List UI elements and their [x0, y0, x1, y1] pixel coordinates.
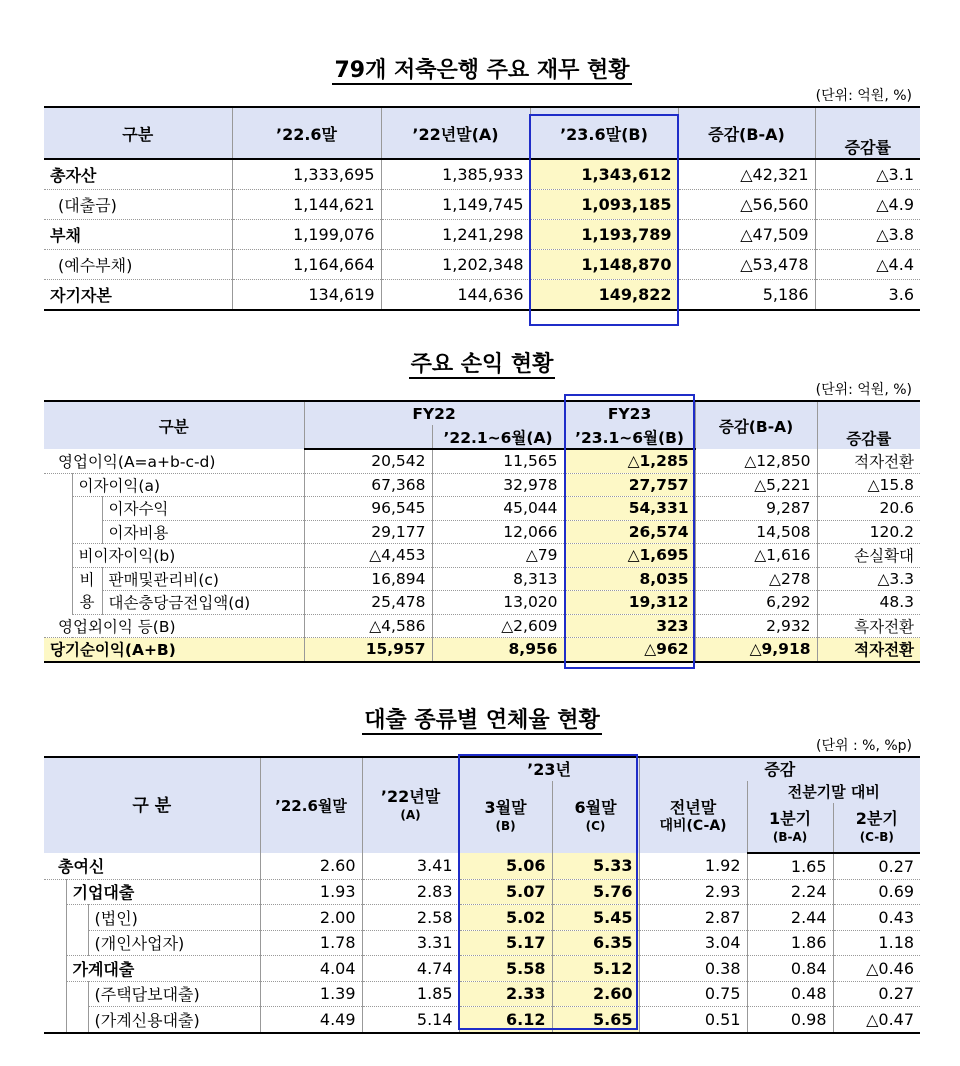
table-row: 부채 1,199,076 1,241,298 1,193,789 △47,509 △3.8 — [44, 220, 920, 250]
header-change: 증감(B-A) — [695, 401, 817, 449]
table1-title: 79개 저축은행 주요 재무 현황 — [334, 58, 630, 83]
header-vs-prev-year: 전년말 대비(C-A) — [639, 781, 747, 853]
header-category: 구분 — [44, 107, 232, 159]
financial-status-section — [44, 56, 920, 311]
table-row: 영업이익(A=a+b-c-d) 20,542 11,565 △1,285 △12,850 적자전환 — [44, 449, 920, 473]
cost-side-label: 비용 — [72, 567, 102, 614]
header-category: 구분 — [44, 401, 304, 449]
table-row: 대손충당금전입액(d) 25,478 13,020 19,312 6,292 48.3 — [44, 591, 920, 615]
table-row: 이자이익(a) 67,368 32,978 27,757 △5,221 △15.8 — [44, 473, 920, 497]
header-q1: 1분기 (B-A) — [747, 803, 833, 853]
table-row: 비용 판매및관리비(c) 16,894 8,313 8,035 △278 △3.3 — [44, 567, 920, 591]
table-row: 총여신 2.60 3.41 5.06 5.33 1.92 1.65 0.27 — [44, 853, 920, 879]
table-row: (예수부채) 1,164,664 1,202,348 1,148,870 △53,478 △4.4 — [44, 250, 920, 280]
table-row: (개인사업자) 1.78 3.31 5.17 6.35 3.04 1.86 1.18 — [44, 930, 920, 956]
table-row: 이자비용 29,177 12,066 26,574 14,508 120.2 — [44, 520, 920, 544]
table-row: 가계대출 4.04 4.74 5.58 5.12 0.38 0.84 △0.46 — [44, 956, 920, 982]
table-row: 당기순이익(A+B) 15,957 8,956 △962 △9,918 적자전환 — [44, 638, 920, 662]
header-vs-prev-quarter: 전분기말 대비 — [747, 781, 920, 803]
table-row: 이자수익 96,545 45,044 54,331 9,287 20.6 — [44, 497, 920, 521]
header-23-h1: ’23.1~6월(B) — [564, 425, 695, 449]
table-row: (주택담보대출) 1.39 1.85 2.33 2.60 0.75 0.48 0.27 — [44, 981, 920, 1007]
table2-unit: (단위: 억원, %) — [815, 382, 912, 398]
header-jun: 6월말 (C) — [552, 781, 639, 853]
table-row: 비이자이익(b) △4,453 △79 △1,695 △1,616 손실확대 — [44, 544, 920, 568]
header-change: 증감 — [639, 757, 920, 781]
table-row: (법인) 2.00 2.58 5.02 5.45 2.87 2.44 0.43 — [44, 905, 920, 931]
header-fy23: FY23 — [564, 401, 695, 425]
table-row: 자기자본 134,619 144,636 149,822 5,186 3.6 — [44, 280, 920, 311]
header-change: 증감(B-A) — [678, 107, 815, 159]
delinquency-table — [44, 756, 920, 1034]
income-status-table — [44, 400, 920, 663]
header-23-jun: ’23.6말(B) — [530, 107, 678, 159]
table-row: (대출금) 1,144,621 1,149,745 1,093,185 △56,560 △4.9 — [44, 190, 920, 220]
header-22-h1: ’22.1~6월(A) — [432, 425, 564, 449]
table-row: 영업외이익 등(B) △4,586 △2,609 323 2,932 흑자전환 — [44, 614, 920, 638]
header-22-jun: ’22.6말 — [232, 107, 381, 159]
table2-title: 주요 손익 현황 — [410, 352, 554, 377]
income-status-section — [44, 350, 920, 663]
table3-title: 대출 종류별 연체율 현황 — [364, 708, 600, 733]
header-mar: 3월말 (B) — [459, 781, 552, 853]
table-row: 기업대출 1.93 2.83 5.07 5.76 2.93 2.24 0.69 — [44, 879, 920, 905]
header-fy22: FY22 — [304, 401, 564, 425]
header-22-end: ’22년말(A) — [381, 107, 530, 159]
header-change-rate: 증감률 — [815, 107, 920, 159]
header-category: 구 분 — [44, 757, 260, 853]
header-22-end: ’22년말 (A) — [362, 757, 459, 853]
header-23: ’23년 — [459, 757, 639, 781]
table-row: (가계신용대출) 4.49 5.14 6.12 5.65 0.51 0.98 △0.47 — [44, 1007, 920, 1033]
delinquency-section — [44, 706, 920, 1034]
header-change-rate: 증감률 — [817, 401, 920, 449]
table3-unit: (단위 : %, %p) — [816, 738, 912, 754]
table-row: 총자산 1,333,695 1,385,933 1,343,612 △42,321 △3.1 — [44, 159, 920, 190]
header-q2: 2분기 (C-B) — [833, 803, 920, 853]
table1-unit: (단위: 억원, %) — [815, 88, 912, 104]
financial-status-table — [44, 106, 920, 311]
header-22-jun: ’22.6월말 — [260, 757, 362, 853]
